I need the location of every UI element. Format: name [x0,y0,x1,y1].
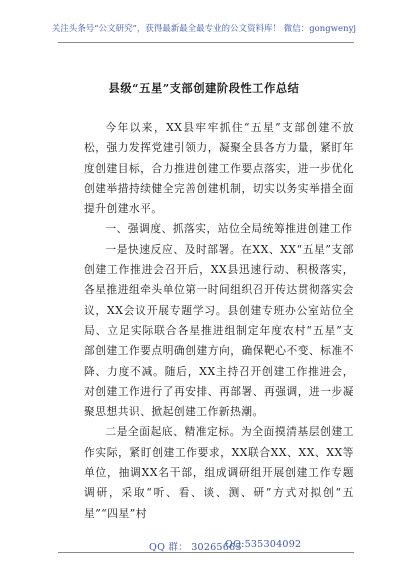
paragraph-point-two: 二是全面起底、精准定标。为全面摸清基层创建工作实际，紧盯创建工作要求，XX联合XX、XX、XX等单位，抽调XX名干部，组成调研组开展创建工作专题调研，采取“听、看、谈、测、研”方式对拟创“五星”“四星”村 [84,425,354,520]
paragraph-point-one: 一是快速反应、及时部署。在XX、XX“五星”支部创建工作推进会召开后，XX县迅速行动、积极落实，各星推进组牵头单位第一时间组织召开传达贯彻落实会议，XX会议开展专题学习。县创建专班办公室站位全局、立足实际联合各星推进组制定年度农村“五星”支部创建工作要点明确创建方向，确保靶心不变、标准不降、力度不减。随后，XX主持召开创建工作推进会，对创建工作进行了再安排、再部署、再强调，进一步凝聚思想共识、掀起创建工作新热潮。 [84,242,354,419]
footer-qq-contact: QQ:535304092 [225,539,302,550]
paragraph-intro: 今年以来，XX县牢牢抓住“五星”支部创建不放松，强力发挥党建引领力，凝聚全县各方力量，紧盯年度创建目标，合力推进创建工作要点落实，进一步优化创建举措持续健全完善创建机制，切实以务实举措全面提升创建水平。 [84,121,354,216]
header-banner: 关注头条号“公文研究”，获得最新最全最专业的公文资料库！ 微信：gongwenyj [51,23,357,33]
footer-divider [58,552,354,553]
document-body [84,118,354,524]
footer-qq-group: QQ 群： 30265665 [149,542,242,553]
document-title: 县级“五星”支部创建阶段性工作总结 [108,81,300,95]
header-divider [58,42,354,43]
section-heading: 一、强调度、抓落实，站位全局统筹推进创建工作 [105,222,353,236]
